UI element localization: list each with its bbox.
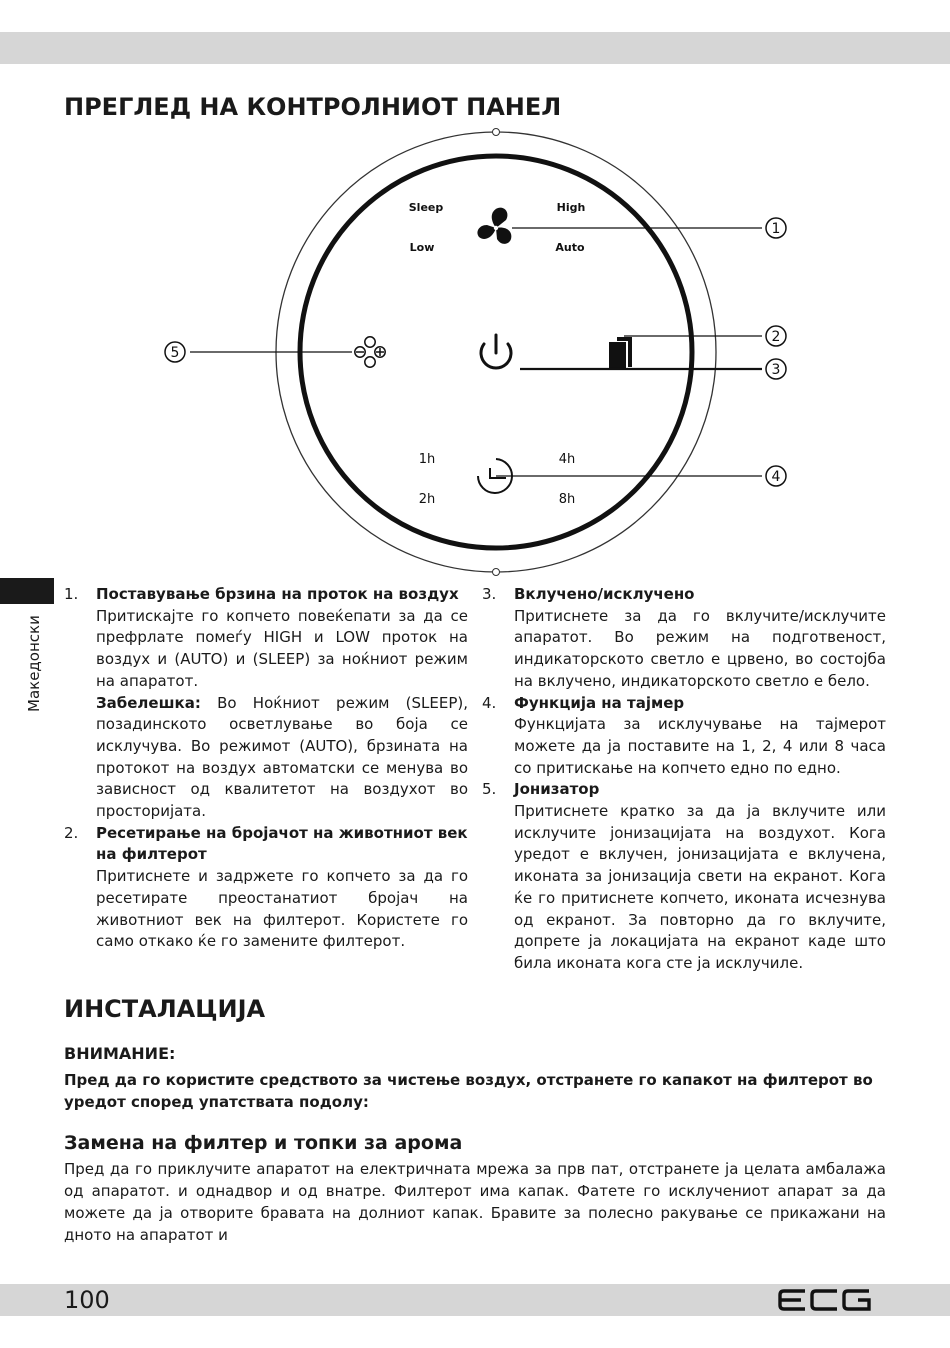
- callout-2: [766, 326, 786, 346]
- label-8h: 8h: [558, 492, 576, 507]
- item-number: 3.: [482, 585, 497, 603]
- label-4h: 4h: [558, 452, 576, 467]
- callout-3: [766, 359, 786, 379]
- item-text: Притискајте го копчето повеќепати за да се префрлате помеѓу HIGH и LOW проток на воздух и (AUTO) и (SLEEP) за ноќниот режим на апаратот.: [96, 606, 468, 690]
- note-text: Во Ноќниот режим (SLEEP), позадинското осветлување во боја се исклучува. Во режимот (AUTO), брзината на протокот на воздух автоматски се менува во зависност од квалитетот на воздухот во просторијата.: [96, 693, 468, 821]
- installation-title: ИНСТАЛАЦИЈА: [64, 995, 266, 1023]
- label-2h: 2h: [418, 492, 436, 507]
- item-heading: Ресетирање на бројачот на животниот век на филтерот: [96, 823, 468, 864]
- left-column: [64, 584, 468, 953]
- header-band: [0, 32, 950, 64]
- power-icon: [481, 335, 511, 368]
- svg-text:4: 4: [771, 469, 781, 485]
- item-text: Притиснете кратко за да ја вклучите или исклучите јонизацијата на воздухот. Кога уредот е вклучен, јонизацијата е вклучена, иконата за јонизација свети на екранот. Кога ќе го притиснете копчето, иконата исчезнува од екранот. За повторно да го вклучите, допрете ја локацијата на екранот каде што била иконата кога сте ја исклучиле.: [514, 802, 886, 972]
- page-number: 100: [64, 1286, 110, 1314]
- callout-5: [165, 342, 185, 362]
- svg-text:1: 1: [771, 221, 781, 237]
- bottom-notch: [493, 569, 500, 576]
- fan-icon: [477, 208, 511, 244]
- item-heading: Јонизатор: [514, 780, 600, 799]
- control-panel-title: ПРЕГЛЕД НА КОНТРОЛНИОТ ПАНЕЛ: [64, 93, 562, 121]
- item-heading: Поставување брзина на проток на воздух: [96, 585, 459, 603]
- item-number: 2.: [64, 823, 79, 842]
- filter-icon: [609, 337, 632, 368]
- svg-text:2: 2: [771, 329, 781, 345]
- item-number: 4.: [482, 693, 497, 712]
- warning-heading: ВНИМАНИЕ:: [64, 1044, 176, 1063]
- note-label: Забелешка:: [96, 693, 201, 712]
- control-panel-diagram: [150, 128, 810, 578]
- item-number: 5.: [482, 780, 497, 799]
- right-column: [482, 584, 886, 975]
- label-1h: 1h: [418, 452, 436, 467]
- item-heading: Функција на тајмер: [514, 693, 685, 712]
- item-heading: Вклучено/исклучено: [514, 585, 695, 603]
- item-number: 1.: [64, 585, 79, 603]
- list-item: [482, 779, 886, 974]
- label-low: Low: [409, 241, 435, 254]
- svg-text:3: 3: [771, 362, 781, 378]
- top-notch: [493, 129, 500, 136]
- list-item: [64, 823, 468, 953]
- label-high: High: [556, 201, 586, 214]
- ecg-logo: [778, 1288, 874, 1312]
- warning-text: Пред да го користите средството за чистење воздух, отстранете го капакот на филтерот во уредот според упатствата подолу:: [64, 1071, 873, 1111]
- list-item: [482, 584, 886, 693]
- label-auto: Auto: [555, 241, 585, 254]
- ionizer-icon: [355, 337, 385, 367]
- item-text: Притиснете и задржете го копчето за да го ресетирате преостанатиот бројач на животниот век на филтерот. Користете го само откако ќе го замените филтерот.: [96, 867, 468, 951]
- item-note: [96, 693, 468, 823]
- list-item: [64, 584, 468, 823]
- list-item: [482, 693, 886, 780]
- filter-replacement-text: Пред да го приклучите апаратот на електричната мрежа за прв пат, отстранете ја целата амбалажа од апаратот. и однадвор и од внатре. Филтерот има капак. Фатете го исклучениот апарат за да можете да ја отворите бравата на долниот капак. Бравите за полесно ракување се прикажани на дното на апаратот и: [64, 1160, 886, 1244]
- filter-replacement-heading: Замена на филтер и топки за арома: [64, 1132, 463, 1154]
- item-text: Функцијата за исклучување на тајмерот можете да ја поставите на 1, 2, 4 или 8 часа со притискање на копчето едно по едно.: [514, 715, 886, 777]
- callout-1: [766, 218, 786, 238]
- label-sleep: Sleep: [408, 201, 444, 214]
- item-text: Притиснете за да го вклучите/исклучите апаратот. Во режим на подготвеност, индикаторското светло е црвено, во состојба на вклучено, индикаторското светло е бело.: [514, 606, 886, 690]
- svg-text:5: 5: [170, 345, 180, 361]
- language-label: Македонски: [25, 615, 43, 713]
- callout-4: [766, 466, 786, 486]
- language-tab: [0, 578, 54, 604]
